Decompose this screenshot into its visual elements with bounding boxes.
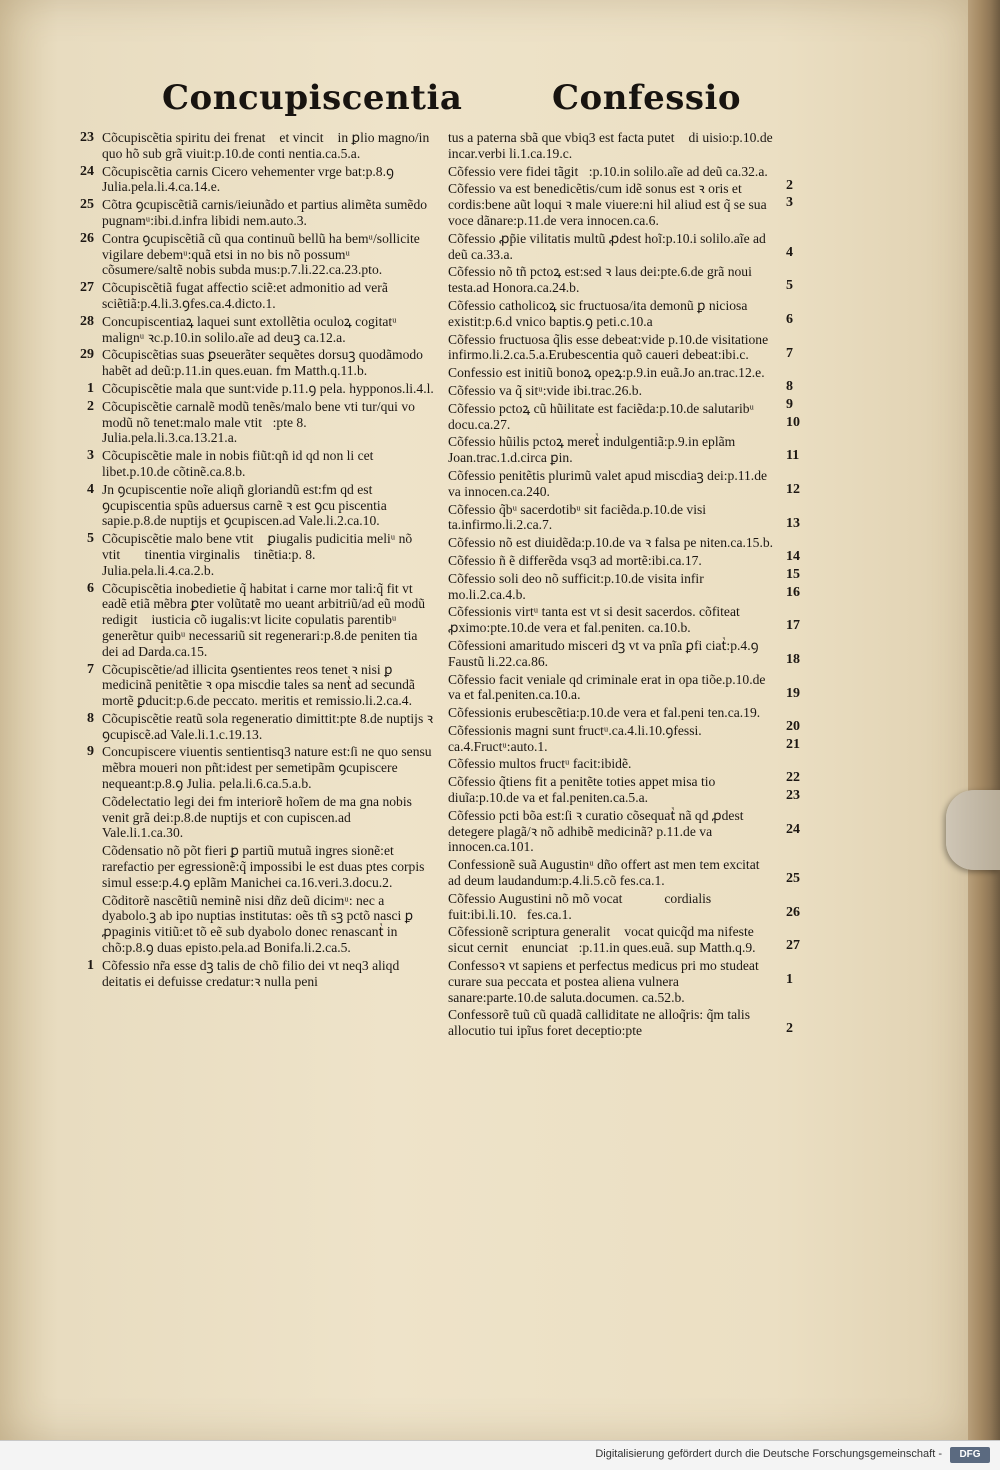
index-entry — [64, 448, 434, 480]
entry-number: 22 — [786, 770, 800, 786]
right-column — [442, 130, 812, 1041]
entry-number: 1 — [87, 957, 94, 973]
entry-number: 27 — [80, 280, 94, 296]
entry-number: 2 — [87, 398, 94, 414]
left-column — [64, 130, 434, 991]
index-entry — [64, 794, 434, 841]
entry-number: 3 — [87, 448, 94, 464]
page-clip — [946, 790, 1000, 870]
entry-text: Cõfessio pctoꝝ cũ hũilitate est faciẽda:p.10.de salutaribᵘ docu.ca.27. — [448, 400, 754, 432]
entry-text: Cõfessio penitẽtis plurimũ valet apud miscdiaꝫ dei:p.11.de va innocen.ca.240. — [448, 467, 768, 499]
index-entry — [442, 1007, 812, 1039]
entry-number: 1 — [786, 972, 793, 988]
index-entry — [64, 581, 434, 660]
index-entry — [442, 924, 812, 956]
entry-number: 21 — [786, 736, 800, 752]
entry-number: 25 — [786, 871, 800, 887]
entry-text: Cõfessio va q̃ sitᵘ:vide ibi.trac.26.b. — [448, 382, 642, 398]
entry-text: Cõcupiscẽtia carnis Cicero vehementer vrge bat:p.8.ꝯ Julia.pela.li.4.ca.14.e. — [102, 163, 394, 195]
entry-number: 26 — [786, 904, 800, 920]
entry-text: tus a paterna sbã que vbiq3 est facta putetᷣ di uisio:p.10.de incar.verbi li.1.ca.19.c. — [448, 130, 773, 161]
entry-text: Cõfessio Augustini nõ mõ vocatᷣ ꝫ ꝛ cordialis fuit:ibi.li.10.ꝯfes.ca.1. — [448, 890, 712, 922]
entry-number: 5 — [87, 531, 94, 547]
entry-number: 2 — [786, 177, 793, 193]
entry-number: 23 — [786, 788, 800, 804]
entry-text: Cõcupiscẽtie carnalẽ modũ tenẽs/malo bene vti tur/qui vo modũ nõ tenet:malo male vtitᷣ:pte 8.ꝯ Julia.pela.li.3.ca.13.21.a. — [102, 398, 415, 446]
entry-number: 18 — [786, 651, 800, 667]
entry-text: Cõfessio soli deo nõ sufficit:p.10.de visita infir mo.li.2.ca.4.b. — [448, 570, 704, 602]
index-entry — [64, 843, 434, 890]
heading-left: Concupiscentia — [162, 78, 463, 118]
entry-text: Cõcupiscẽtiã fugat affectio sciẽ:et admonitio ad verã sciẽtiã:p.4.li.3.ꝯfes.ca.4.dicto.1. — [102, 280, 388, 311]
entry-number: 1 — [87, 380, 94, 396]
entry-text: Cõfessionis magni sunt fructᵘ.ca.4.li.10.ꝯfessi. ca.4.Fructᵘ:auto.1. — [448, 722, 702, 754]
entry-text: Cõtra ꝯcupiscẽtiã carnis/ieiunãdo et partius alimẽta sumẽdo pugnamᵘ:ibi.d.infra libidi nem.auto.3. — [102, 197, 428, 228]
index-entry — [442, 163, 812, 193]
entry-text: Cõfessio q̃bᵘ sacerdotibᵘ sit faciẽda.p.10.de visi ta.infirmo.li.2.ca.7. — [448, 501, 707, 533]
index-entry — [442, 502, 812, 534]
entry-text: Cõcupiscẽtie male in nobis fiũt:qñ id qd non li cet libet.p.10.de cõtinẽ.ca.8.b. — [102, 448, 374, 479]
entry-text: Cõfessio q̃tiens fit a penitẽte toties appet misa tio diuĩa:p.10.de va et fal.peniten.ca.5.a. — [448, 774, 716, 806]
entry-text: Cõditorẽ nascẽtiũ neminẽ nisi dñz deũ dicimᵘ: nec a dyabolo.ꝫ ab ipo nuptias institutas: oẽs tñ sꝫ pctõ nasci ꝑ ꝓpaginis vitiũ:et tõ eẽ sub dyabolo donec renascantᷣ in chõ:p.8.ꝯ duas episto.pela.ad Bonifa.li.2.ca.5. — [102, 892, 414, 956]
entry-text: Cõfessio vere fidei tãgitᷣ:p.10.in solilo.aĩe ad deũ ca.32.a. — [448, 163, 768, 179]
entry-number: 19 — [786, 685, 800, 701]
entry-text: Cõdensatio nõ põt fieri ꝑ partiũ mutuã ingres sionẽ:et rarefactio per egressionẽ:q̃ impossibi le est duas ptes corpis simul esse:p.4.ꝯ eplãm Manichei ca.16.veri.3.docu.2. — [102, 843, 425, 890]
entry-number: 15 — [786, 566, 800, 582]
index-entry — [64, 482, 434, 529]
index-entry — [64, 958, 434, 990]
entry-text: Concupiscentiaꝝ laquei sunt extollẽtia oculoꝝ cogitatᵘ malignᵘ ꝛc.p.10.in solilo.aĩe ad deuꝫ ca.12.a. — [102, 313, 397, 345]
index-entry — [64, 164, 434, 196]
index-entry — [442, 672, 812, 704]
entry-number: 29 — [80, 347, 94, 363]
entry-text: Cõcupiscẽtie malo bene vtitᷣ ꝑiugalis pudicitia meliᵘ nõ vtitᷣ ꝯtinentia virginalis ꝯtinẽtia:p. 8.ꝯ Julia.pela.li.4.ca.2.b. — [102, 531, 413, 578]
index-entry — [64, 347, 434, 379]
entry-number: 4 — [786, 244, 793, 260]
entry-number: 17 — [786, 618, 800, 634]
entry-number: 9 — [87, 744, 94, 760]
index-entry — [442, 756, 812, 786]
entry-number: 28 — [80, 313, 94, 329]
entry-text: Cõfessio hũilis pctoꝝ meretᷣ indulgentiã:p.9.in eplãm Joan.trac.1.d.circa ꝑin. — [448, 434, 736, 466]
entry-text: Cõfessio fructuosa q̃lis esse debeat:vide p.10.de visitatione infirmo.li.2.ca.5.a.Erubescentia quõ caueri debeat:ibi.c. — [448, 331, 769, 363]
heading-right: Confessio — [552, 78, 742, 118]
footer-bar — [0, 1440, 1000, 1470]
footer-funding-text: Digitalisierung gefördert durch die Deutsche Forschungsgemeinschaft - — [595, 1448, 942, 1460]
index-entry — [442, 231, 812, 263]
entry-text: Cõfessioni amaritudo misceri dꝫ vt va pnĩa ꝑfi ciatᷣ:p.4.ꝯ Faustũ li.22.ca.86. — [448, 637, 759, 669]
entry-text: Cõcupiscẽtia spiritu dei frenatᷣ et vincitᷣ in ꝑlio magno/in quo hõ sub grã viuit:p.10.de conti nentia.ca.5.a. — [102, 130, 430, 161]
entry-number: 2 — [786, 1021, 793, 1037]
entry-text: Cõcupiscẽtie mala que sunt:vide p.11.ꝯ pela. hypponos.li.4.l. — [102, 380, 434, 396]
entry-text: Confessoꝛ vt sapiens et perfectus medicus pri mo studeat curare sua peccata et postea aliena vulnera sanare:parte.10.de saluta.documen. ca.52.b. — [448, 958, 759, 1005]
index-entry — [442, 571, 812, 603]
index-entry — [64, 662, 434, 709]
entry-text: Cõfessio ñ ẽ differẽda vsq3 ad mortẽ:ibi.ca.17. — [448, 552, 702, 568]
entry-number: 11 — [786, 448, 800, 464]
entry-text: Cõfessio nr̃a esse dꝫ talis de chõ filio dei vt neq3 aliqd deitatis ei defuisse credatur:ꝛ nulla peni — [102, 957, 400, 989]
index-entry — [442, 332, 812, 364]
index-entry — [64, 231, 434, 278]
entry-number: 23 — [80, 130, 94, 145]
entry-text: Cõfessio multos fructᵘ facit:ibidẽ. — [448, 756, 632, 772]
entry-number: 3 — [786, 195, 793, 211]
index-entry — [64, 130, 434, 162]
entry-number: 8 — [786, 379, 793, 395]
entry-text: Confessio est initiũ bonoꝝ opeꝝ:p.9.in euã.Jo an.trac.12.e. — [448, 365, 765, 381]
index-entry — [442, 808, 812, 855]
index-entry — [442, 130, 812, 162]
entry-text: Cõfessio nõ tñ pctoꝝ est:sed ꝛ laus dei:pte.6.de grã noui testa.ad Honora.ca.24.b. — [448, 264, 752, 296]
entry-text: Cõcupiscẽtia inobedietie q̃ habitat i carne mor tali:q̃ fit vt eadẽ etiã mẽbra ꝑter volũtatẽ mo ueant arbitriũ/ad eũ modũ redigitᷣ iusticia cõ iugalis:vt licite copulatis parentibᵘ generẽtur quibᵘ necessariũ sit regenerari:p.8.de peniten tia dei ad Darda.ca.15. — [102, 580, 426, 659]
entry-text: Cõfessio catholicoꝝ sic fructuosa/ita demonũ ꝑ niciosa existit:p.6.d vnico baptis.ꝯ peti.c.10.a — [448, 297, 748, 329]
entry-number: 8 — [87, 710, 94, 726]
entry-number: 7 — [786, 345, 793, 361]
entry-number: 4 — [87, 481, 94, 497]
entry-text: Confessorẽ tuũ cũ quadã calliditate ne alloq̃ris: q̃m talis allocutio tui ipĩus foret deceptio:pte — [448, 1007, 751, 1039]
entry-number: 12 — [786, 481, 800, 497]
index-entry — [64, 280, 434, 312]
index-entry — [442, 264, 812, 296]
entry-text: Cõcupiscẽtias suas ꝑseuerãter sequẽtes dorsuꝫ quodãmodo habẽt ad deũ:p.11.in ques.euan. fm Matth.q.11.b. — [102, 347, 423, 379]
entry-text: Cõcupiscẽtie reatũ sola regeneratio dimittit:pte 8.de nuptijs ꝛ ꝯcupiscẽ.ad Vale.li.1.c.19.13. — [102, 710, 434, 742]
index-entry — [64, 711, 434, 743]
dfg-logo: DFG — [950, 1447, 990, 1463]
index-entry — [442, 891, 812, 923]
entry-number: 26 — [80, 230, 94, 246]
entry-text: Jn ꝯcupiscentie noĩe aliqñ gloriandũ est:fm qd est ꝯcupiscentia spũs aduersus carnẽ ꝛ est ꝯcu piscentia sapie.p.8.de nuptijs et ꝯcupiscen.ad Vale.li.2.ca.10. — [102, 481, 387, 529]
index-entry — [442, 552, 812, 582]
index-entry — [442, 401, 812, 433]
entry-number: 13 — [786, 515, 800, 531]
entry-text: Confessionẽ suã Augustinᵘ dño offert ast men tem excitat ad deum laudandum:p.4.li.5.cõ fes.ca.1. — [448, 857, 760, 889]
index-entry — [442, 468, 812, 500]
entry-number: 25 — [80, 197, 94, 213]
entry-text: Cõfessio facit veniale qd criminale erat in opa tiõe.p.10.de va et fal.peniten.ca.10.a. — [448, 671, 766, 703]
entry-number: 27 — [786, 938, 800, 954]
entry-number: 14 — [786, 549, 800, 565]
index-entry — [442, 604, 812, 636]
entry-text: Cõfessio pcti bõa est:ſi ꝛ curatio cõsequatᷣ nã qd ꝓdest detegere plagã/ꝛ nõ adhibẽ medicinã? p.11.de va innocen.ca.101. — [448, 807, 744, 855]
entry-number: 7 — [87, 661, 94, 677]
index-entry — [64, 893, 434, 956]
index-entry — [442, 774, 812, 806]
index-entry — [442, 434, 812, 466]
index-entry — [442, 638, 812, 670]
index-entry — [442, 857, 812, 889]
index-entry — [64, 399, 434, 446]
index-entry — [64, 314, 434, 346]
entry-number: 5 — [786, 278, 793, 294]
entry-text: Cõfessio va est benedicẽtis/cum idẽ sonus est ꝛ oris et cordis:bene aũt loqui ꝛ male viuere:ni hil aliud est q̃ se sua voce dãnare:p.11.de vera innocen.ca.6. — [448, 181, 767, 228]
entry-number: 6 — [786, 311, 793, 327]
index-entry — [64, 381, 434, 397]
index-entry — [64, 744, 434, 791]
index-entry — [442, 723, 812, 755]
index-entry — [64, 531, 434, 578]
entry-text: Concupiscere viuentis sentientisq3 nature est:ſi ne quo sensu mẽbra moueri non pñt:idest per semetipãm ꝯcupiscere nequeant:p.8.ꝯ Julia. pela.li.6.ca.5.a.b. — [102, 744, 432, 792]
entry-number: 9 — [786, 396, 793, 412]
entry-text: Cõfessio nõ est diuidẽda:p.10.de va ꝛ falsa pe niten.ca.15.b. — [448, 535, 774, 551]
index-entry — [442, 705, 812, 735]
entry-text: Cõdelectatio legi dei fm interiorẽ hoĩem de ma gna nobis venit grã dei:p.8.de nuptijs et con cupiscen.ad Vale.li.1.ca.30. — [102, 793, 412, 841]
index-entry — [64, 197, 434, 229]
entry-text: Cõfessionis virtᵘ tanta est vt si desit sacerdos. cõfiteatᷣ ꝓximo:pte.10.de vera et fal.peniten. ca.10.b. — [448, 604, 751, 636]
entry-text: Cõfessionis erubescẽtia:p.10.de vera et fal.peni ten.ca.19. — [448, 705, 761, 721]
entry-text: Cõcupiscẽtie/ad illicita ꝯsentientes reos tenet ꝛ nisi ꝑ medicinã penitẽtie ꝛ opa miscdie tales sa nentᷣ ad secundã mortẽ ꝑducit:p.6.de peccato. meritis et remissio.li.2.ca.4. — [102, 661, 415, 709]
entry-number: 10 — [786, 414, 800, 430]
entry-text: Contra ꝯcupiscẽtiã cũ qua continuũ bellũ ha bemᵘ/sollicite vigilare debemᵘ:quã etsi in no bis nõ possumᵘ cõsumere/saltẽ nobis subda mus:p.7.li.22.ca.23.pto. — [102, 230, 420, 278]
page-edge — [968, 0, 1000, 1440]
entry-number: 20 — [786, 719, 800, 735]
index-entry — [442, 382, 812, 412]
entry-number: 24 — [80, 163, 94, 179]
entry-text: Cõfessionẽ scriptura generalitᷣ vocat quicq̃d ma nifeste sicut cernitᷣ enunciatᷣ:p.11.in ques.euã. sup Matth.q.9. — [448, 924, 756, 956]
index-entry — [442, 298, 812, 330]
entry-number: 24 — [786, 821, 800, 837]
index-entry — [442, 958, 812, 1005]
entry-text: Cõfessio ꝓp̃ie vilitatis multũ ꝓdest hoĩ:p.10.i solilo.aĩe ad deũ ca.33.a. — [448, 230, 766, 262]
index-entry — [442, 181, 812, 228]
entry-number: 6 — [87, 580, 94, 596]
entry-number: 16 — [786, 584, 800, 600]
